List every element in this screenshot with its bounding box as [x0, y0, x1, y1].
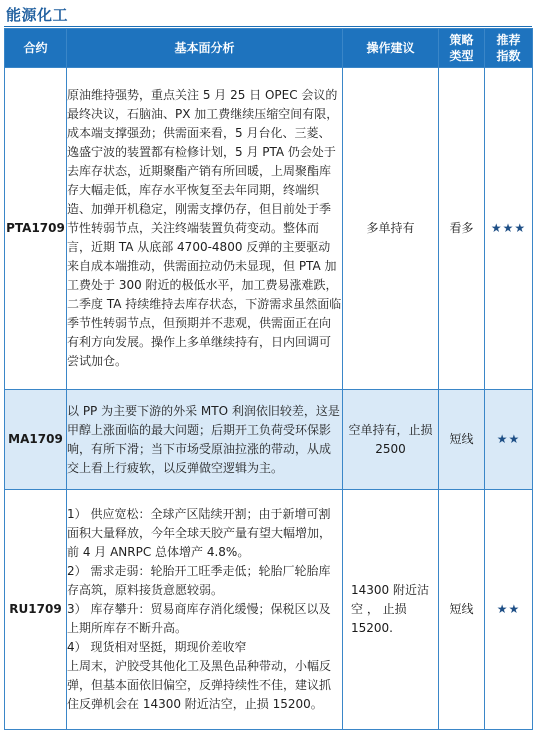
- analysis-cell: [67, 490, 343, 730]
- header-advice: 操作建议: [343, 29, 439, 68]
- header-stars: 推荐指数: [485, 29, 533, 68]
- analysis-paragraph: 4） 现货相对坚挺，期现价差收窄: [67, 640, 247, 654]
- strategy-type-cell: 看多: [439, 68, 485, 390]
- table-row-ru: [5, 490, 533, 730]
- contract-cell: MA1709: [5, 390, 67, 490]
- strategy-type-cell: 短线: [439, 390, 485, 490]
- rating-stars: ★★: [485, 490, 533, 730]
- analysis-paragraph: 上周末，沪胶受其他化工及黑色品种带动，小幅反弹，但基本面依旧偏空，反弹持续性不佳，建议抓住反弹机会在 14300 附近沽空，止损 15200。: [67, 659, 332, 711]
- table-row-ma: [5, 390, 533, 490]
- table-header-row: [5, 29, 533, 68]
- analysis-paragraph: 原油维持强势，重点关注 5 月 25 日 OPEC 会议的最终决议，石脑油、PX 加工费继续压缩空间有限，成本端支撑强劲；供需面来看，5 月台化、三菱、逸盛宁波的装置都有检修计划，5 月 PTA 仍会处于去库存状态，近期聚酯产销有所回暖，上周聚酯库存大幅走低，库存水平恢复至去年同期，终端织造、加弹开机稳定，刚需支撑仍存，但目前处于季节性转弱节点，关注终端装置负荷变动。整体而言，近期 TA 从底部 4700-4800 反弹的主要驱动来自成本端推动，供需面拉动仍未显现，但 PTA 加工费处于 300 附近的极低水平，加工费易涨难跌，二季度 TA 持续维持去库存状态，下游需求虽然面临季节性转弱节点，但预期并不悲观，供需面正在向有利方向发展。操作上多单继续持有，日内回调可尝试加仓。: [67, 88, 342, 368]
- analysis-paragraph: 1） 供应宽松：全球产区陆续开割；由于新增可割面积大量释放，今年全球天胶产量有望大幅增加，前 4 月 ANRPC 总体增产 4.8%。: [67, 507, 332, 559]
- advice-cell: 空单持有，止损 2500: [343, 390, 439, 490]
- header-contract: 合约: [5, 29, 67, 68]
- contract-cell: RU1709: [5, 490, 67, 730]
- table-row-pta: [5, 68, 533, 390]
- rating-stars: ★★: [485, 390, 533, 490]
- analysis-cell: [67, 68, 343, 390]
- page-title: 能源化工: [6, 6, 69, 24]
- strategy-table: [4, 28, 533, 730]
- contract-cell: PTA1709: [5, 68, 67, 390]
- analysis-paragraph: 3） 库存攀升：贸易商库存消化缓慢；保税区以及上期所库存不断升高。: [67, 602, 331, 635]
- advice-cell: 14300 附近沽空 ， 止损 15200.: [343, 490, 439, 730]
- analysis-paragraph: 以 PP 为主要下游的外采 MTO 利润依旧较差，这是甲醇上涨面临的最大问题；后期开工负荷受环保影响，有所下滑；当下市场受原油拉涨的带动，从成交上看上行疲软，以反弹做空逻辑为主。: [67, 403, 340, 475]
- advice-cell: 多单持有: [343, 68, 439, 390]
- title-divider: [4, 26, 532, 27]
- header-analysis: 基本面分析: [67, 29, 343, 68]
- strategy-type-cell: 短线: [439, 490, 485, 730]
- rating-stars: ★★★: [485, 68, 533, 390]
- header-type: 策略类型: [439, 29, 485, 68]
- analysis-paragraph: 2） 需求走弱：轮胎开工旺季走低；轮胎厂轮胎库存高筑，原料接货意愿较弱。: [67, 564, 331, 597]
- analysis-cell: [67, 390, 343, 490]
